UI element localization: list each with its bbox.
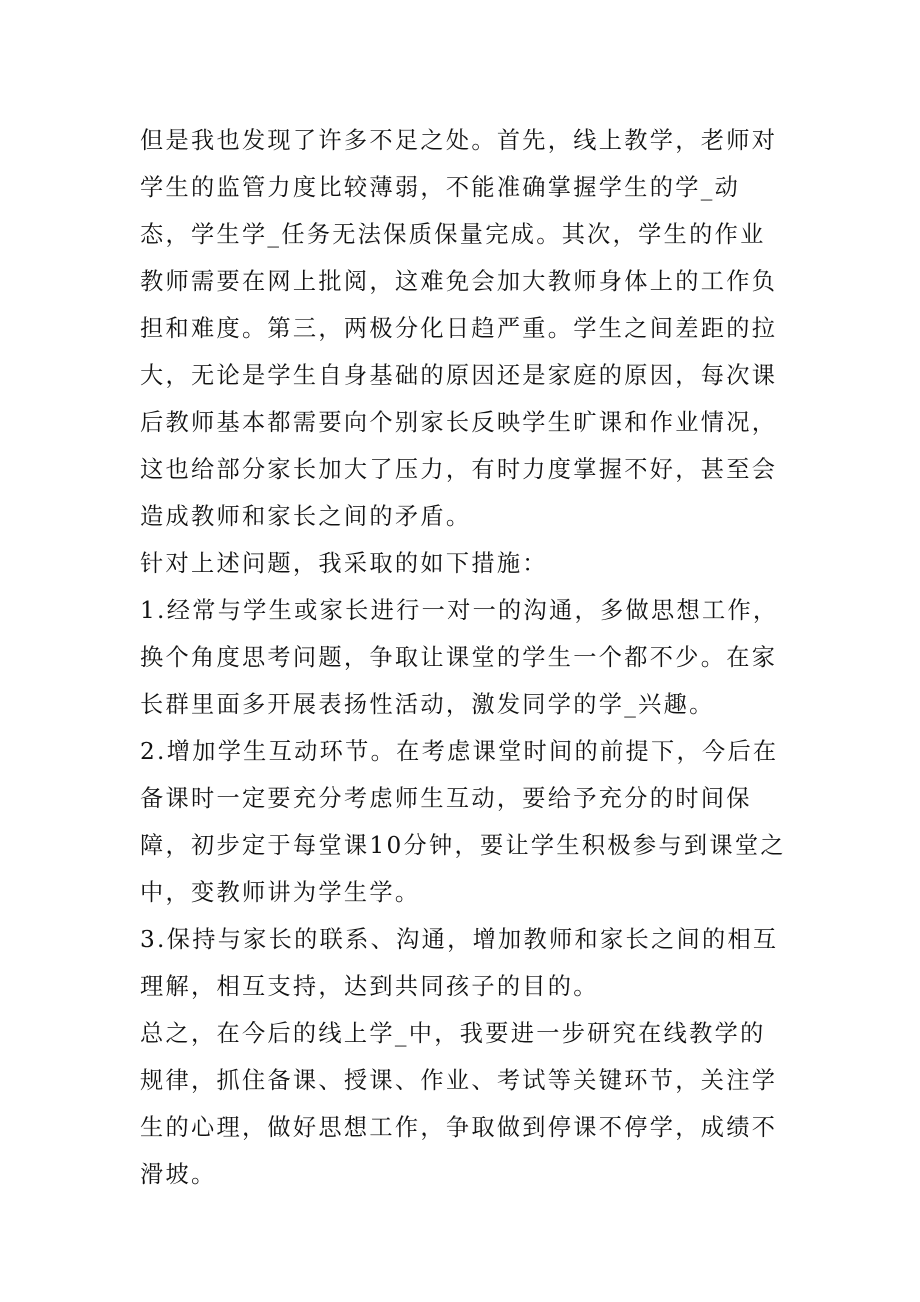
document-body [140, 117, 790, 1198]
paragraph-measure-3: 3.保持与家长的联系、沟通，增加教师和家长之间的相互理解，相互支持，达到共同孩子的目的。 [140, 926, 779, 1000]
paragraph-shortcomings: 但是我也发现了许多不足之处。首先，线上教学，老师对学生的监管力度比较薄弱，不能准确掌握学生的学_动态，学生学_任务无法保质保量完成。其次，学生的作业教师需要在网上批阅，这难免会加大教师身体上的工作负担和难度。第三，两极分化日趋严重。学生之间差距的拉大，无论是学生自身基础的原因还是家庭的原因，每次课后教师基本都需要向个别家长反映学生旷课和作业情况，这也给部分家长加大了压力，有时力度掌握不好，甚至会造成教师和家长之间的矛盾。 [140, 127, 778, 530]
paragraph-conclusion: 总之，在今后的线上学_中，我要进一步研究在线教学的规律，抓住备课、授课、作业、考试等关键环节，关注学生的心理，做好思想工作，争取做到停课不停学，成绩不滑坡。 [140, 1020, 778, 1188]
paragraph-measure-2: 2.增加学生互动环节。在考虑课堂时间的前提下，今后在备课时一定要充分考虑师生互动，要给予充分的时间保障，初步定于每堂课10分钟，要让学生积极参与到课堂之中，变教师讲为学生学。 [140, 738, 786, 906]
paragraph-measure-1: 1.经常与学生或家长进行一对一的沟通，多做思想工作，换个角度思考问题，争取让课堂的学生一个都不少。在家长群里面多开展表扬性活动，激发同学的学_兴趣。 [140, 597, 779, 718]
paragraph-measures-intro: 针对上述问题，我采取的如下措施： [140, 550, 548, 577]
